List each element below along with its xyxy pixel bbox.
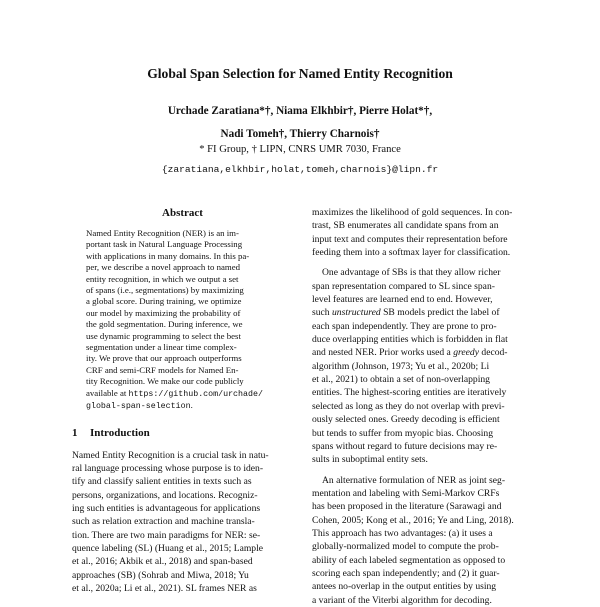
body-line: antees no-overlap in the output entities by using — [312, 581, 497, 593]
body-line: feeding them into a softmax layer for classification. — [312, 247, 511, 259]
abstract-line: a global score. During training, we optimize — [86, 296, 242, 307]
abstract-line: use dynamic programming to select the best — [86, 330, 241, 341]
abstract-line: the gold segmentation. During inference, we — [86, 319, 243, 330]
abstract-line: segmentation under a linear time complex- — [86, 342, 237, 353]
body-line: level features are learned end to end. However, — [312, 294, 493, 306]
body-line — [312, 346, 534, 359]
body-line: Cohen, 2005; Kong et al., 2016; Ye and Ling, 2018). — [312, 514, 514, 526]
body-line: One advantage of SBs is that they allow richer — [322, 267, 501, 279]
abstract-heading: Abstract — [162, 207, 203, 219]
body-line: et al., 2020a; Li et al., 2021). SL frames NER as — [72, 582, 257, 594]
body-line: scoring each span independently; and (2) it guar- — [312, 567, 500, 579]
paragraph — [312, 206, 534, 259]
code-availability-text: available at — [86, 387, 127, 398]
body-text: decod- — [481, 347, 508, 359]
body-line: quence labeling (SL) (Huang et al., 2015; Lample — [72, 542, 264, 554]
body-line: but tends to suffer from myopic bias. Choosing — [312, 427, 494, 439]
body-line: has been proposed in the literature (Sarawagi and — [312, 501, 502, 513]
abstract-line: portant task in Natural Language Processing — [86, 239, 243, 250]
abstract-body — [72, 228, 293, 413]
body-line: ing such entities is advantageous for applications — [72, 502, 261, 514]
body-line: globally-normalized model to compute the prob- — [312, 541, 499, 553]
abstract-line: with applications in many domains. In this pa- — [86, 250, 250, 261]
body-line: ously selected ones. Greedy decoding is efficient — [312, 414, 500, 426]
body-line: approaches (SB) (Sohrab and Miwa, 2018; Yu — [72, 569, 249, 581]
abstract-line: of spans (i.e., segmentations) by maximizing — [86, 285, 244, 296]
abstract-line: entity recognition, in which we output a set — [86, 273, 239, 284]
body-line: mentation and labeling with Semi-Markov CRFs — [312, 487, 500, 499]
body-line: sults in suboptimal entity sets. — [312, 454, 428, 466]
body-line: trast, SB enumerates all candidate spans from an — [312, 220, 499, 232]
body-line: such as relation extraction and machine transla- — [72, 516, 255, 528]
body-line: span representation compared to SL since span- — [312, 280, 495, 292]
body-line: maximizes the likelihood of gold sequences. In con- — [312, 207, 513, 218]
body-line: et al., 2016; Akbik et al., 2018) and span-based — [72, 556, 253, 568]
abstract-line: tity Recognition. We make our code publicly — [86, 376, 244, 387]
paragraph — [312, 474, 534, 607]
body-line: et al., 2021) to obtain a set of non-overlapping — [312, 374, 490, 386]
body-line: An alternative formulation of NER as joint seg- — [322, 474, 506, 486]
body-line: algorithm (Johnson, 1973; Yu et al., 2020b; Li — [312, 360, 490, 372]
code-url-period: . — [190, 400, 193, 411]
emphasis-greedy: greedy — [453, 347, 479, 359]
body-text: such — [312, 307, 330, 319]
abstract-line — [86, 388, 279, 400]
body-line: entities. The highest-scoring entities are iteratively — [312, 387, 507, 399]
code-url[interactable]: https://github.com/urchade/ — [128, 389, 263, 399]
body-text: and nested NER. Prior works used a — [312, 347, 451, 359]
body-line: spans without regard to future decisions may re- — [312, 440, 498, 452]
section-number: 1 — [72, 426, 78, 439]
body-line: selected as long as they do not overlap with previ- — [312, 400, 505, 412]
author-emails: {zaratiana,elkhbir,holat,tomeh,charnois}@lipn.fr — [161, 164, 439, 175]
body-line: duce overlapping entities which is forbidden in flat — [312, 334, 508, 346]
abstract-line: our model by maximizing the probability of — [86, 307, 241, 318]
body-line: Named Entity Recognition is a crucial task in natu- — [72, 449, 269, 461]
body-line: a variant of the Viterbi algorithm for decoding. — [312, 594, 492, 606]
paper-title: Global Span Selection for Named Entity Recognition — [147, 66, 453, 81]
abstract-line: ity. We prove that our approach outperforms — [86, 353, 242, 364]
abstract-line: CRF and semi-CRF models for Named En- — [86, 364, 239, 375]
authors-line-2: Nadi Tomeh†, Thierry Charnois† — [220, 128, 380, 140]
section-title: Introduction — [90, 426, 150, 439]
body-line: tify and classify salient entities in texts such as — [72, 476, 252, 488]
body-line: each span independently. They are prone to pro- — [312, 320, 497, 332]
emphasis-unstructured: unstructured — [332, 307, 381, 319]
body-line: persons, organizations, and locations. Recogniz- — [72, 489, 258, 501]
body-line: This approach has two advantages: (a) it uses a — [312, 527, 493, 539]
body-line: tion. There are two main paradigms for NER: se- — [72, 529, 261, 541]
author-list — [0, 100, 600, 146]
authors-line-1: Urchade Zaratiana*†, Niama Elkhbir†, Pierre Holat*†, — [167, 105, 433, 117]
paragraph — [312, 266, 534, 466]
code-url-continued[interactable]: global-span-selection — [86, 402, 191, 412]
right-column — [312, 206, 534, 607]
body-line: ral language processing whose purpose is to iden- — [72, 462, 264, 474]
affiliation: * FI Group, † LIPN, CNRS UMR 7030, France — [199, 144, 401, 155]
abstract-line: per, we describe a novel approach to named — [86, 262, 241, 273]
abstract-line: Named Entity Recognition (NER) is an im- — [86, 228, 239, 238]
body-line: ability of each labeled segmentation as opposed to — [312, 554, 506, 566]
body-line — [312, 306, 534, 319]
left-column — [72, 206, 293, 595]
paragraph-gap — [312, 467, 534, 474]
introduction-body — [72, 449, 293, 596]
body-line: input text and computes their representation before — [312, 233, 508, 245]
body-text: SB models predict the label of — [383, 307, 500, 319]
abstract-line — [86, 400, 279, 412]
section-heading-introduction — [72, 426, 293, 440]
paragraph-gap — [312, 259, 534, 266]
